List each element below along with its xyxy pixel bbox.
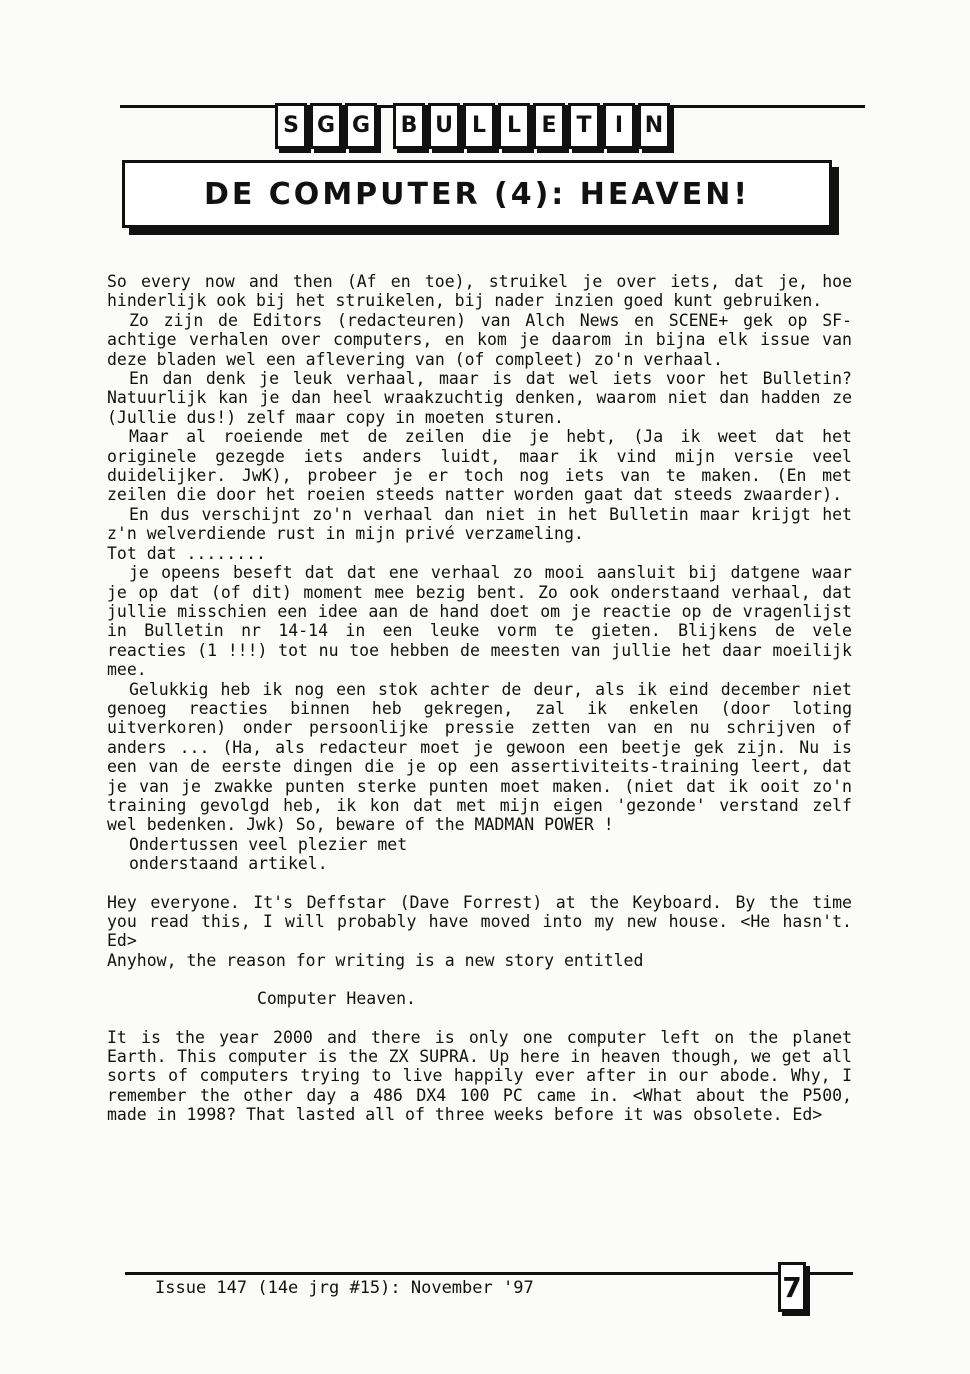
masthead-letter: B <box>393 103 425 149</box>
masthead-letter: S <box>275 103 307 149</box>
issue-footer: Issue 147 (14e jrg #15): November '97 <box>155 1278 534 1298</box>
bottom-rule <box>125 1272 853 1275</box>
paragraph: Hey everyone. It's Deffstar (Dave Forrest) at the Keyboard. By the time you read this, I will probably have moved into my new house. <He hasn't. Ed> <box>107 892 852 951</box>
paragraph: It is the year 2000 and there is only one computer left on the planet Earth. This computer is the ZX SUPRA. Up here in heaven though, we get all sorts of computers trying to live happily ever after in our abode. Why, I remember the other day a 486 DX4 100 PC came in. <What about the P500, made in 1998? That lasted all of three weeks before it was obsolete. Ed> <box>107 1027 852 1125</box>
masthead-letter: L <box>498 103 530 149</box>
masthead-letter: T <box>568 103 600 149</box>
paragraph: Anyhow, the reason for writing is a new story entitled <box>107 950 644 970</box>
masthead-letter: E <box>533 103 565 149</box>
masthead-letter: G <box>310 103 342 149</box>
article-body <box>107 272 852 1125</box>
masthead-logo <box>275 103 670 149</box>
paragraph: Tot dat ........ <box>107 543 266 563</box>
paragraph: En dus verschijnt zo'n verhaal dan niet in het Bulletin maar krijgt het z'n welverdiende rust in mijn privé verzameling. <box>107 504 852 544</box>
paragraph: Gelukkig heb ik nog een stok achter de deur, als ik eind december niet genoeg reacties binnen heb gekregen, zal ik enkelen (door loting uitverkoren) onder persoonlijke pressie zetten van en nu schrijven of anders ... (Ha, als redacteur moet je gewoon een beetje gek zijn. Nu is een van de eerste dingen die je op een assertiviteits-training leert, dat je van je zwakke punten sterke punten moet maken. (niet dat ik ooit zo'n training gevolgd heb, ik kon dat met mijn eigen 'gezonde' verstand zelf wel bedenken. Jwk) So, beware of the MADMAN POWER ! <box>107 679 852 835</box>
paragraph: Zo zijn de Editors (redacteuren) van Alch News en SCENE+ gek op SF-achtige verhalen over computers, en kom je daarom in bijna elk issue van deze bladen wel een aflevering van (of compleet) zo'n verhaal. <box>107 310 852 369</box>
masthead-letter: U <box>428 103 460 149</box>
paragraph: je opeens beseft dat dat ene verhaal zo mooi aansluit bij datgene waar je op dat (of dit) moment mee bezig bent. Zo ook onderstaand verhaal, dat jullie misschien een idee aan de hand doet om je reactie op de vragenlijst in Bulletin nr 14-14 in een leuke vorm te gieten. Blijkens de vele reacties (1 !!!) tot nu toe hebben de meesten van jullie het daar moeilijk mee. <box>107 563 852 680</box>
story-title: Computer Heaven. <box>257 989 416 1009</box>
masthead-letter: L <box>463 103 495 149</box>
masthead-letter: N <box>638 103 670 149</box>
paragraph: Ondertussen veel plezier met <box>129 834 408 854</box>
masthead-letter: I <box>603 103 635 149</box>
paragraph: En dan denk je leuk verhaal, maar is dat wel iets voor het Bulletin? Natuurlijk kan je dan heel wraakzuchtig denken, waarom niet dan hadden ze (Jullie dus!) zelf maar copy in moeten sturen. <box>107 369 852 427</box>
paragraph: Maar al roeiende met de zeilen die je hebt, (Ja ik weet dat het originele gezegde iets anders luidt, maar ik vind mijn versie veel duidelijker. JwK), probeer je er toch nog iets van te maken. (En met zeilen die door het roeien steeds natter worden gaat dat steeds zwaarder). <box>107 427 852 505</box>
paragraph: So every now and then (Af en toe), struikel je over iets, dat je, hoe hinderlijk ook bij het struikelen, bij nader inzien goed kunt gebruiken. <box>107 272 852 311</box>
masthead-letter: G <box>345 103 377 149</box>
paragraph: onderstaand artikel. <box>129 854 328 874</box>
page-number: 7 <box>778 1262 806 1312</box>
article-headline: DE COMPUTER (4): HEAVEN! <box>122 160 832 228</box>
